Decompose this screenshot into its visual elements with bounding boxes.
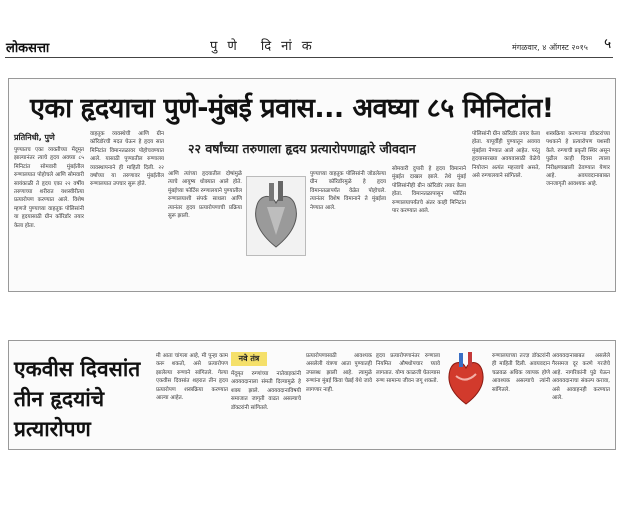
article-1-column-5: सोमवारी दुपारी हे हृदय विमानाने मुंबईत दाखल झाले. तेथे मुंबई पोलिसांनीही ग्रीन कॉरिडॉर तयार केला होता. विमानतळापासून फोर्टिस रुग्णालयापर्यंतचे अंतर काही मिनिटांत पार करण्यात आले. <box>392 166 466 215</box>
article-1-column-4: पुण्याच्या वाहतूक पोलिसांनी जोडलेल्या ग्रीन कॉरिडॉरमुळे हे हृदय विमानतळापर्यंत वेळेत पोहोचले. त्यानंतर विशेष विमानाने ते मुंबईला नेण्यात आले. <box>310 171 386 211</box>
article-2-column-5: रुग्णालयाच्या तज्ज्ञ डॉक्टरांनी ही माहिती दिली. अवयवदान चळवळ अधिक व्यापक होणे आवश्यक असल्याचे त्यांनी सांगितले. <box>492 353 550 393</box>
article-1-column-1: पुण्यातच एका व्यक्तीच्या मेंदूमृत झाल्यानंतर त्याचे हृदय अवघ्या ८५ मिनिटांत सोमवारी मुंबईतील रुग्णालयात पोहोचले आणि सोमवारी सायंकाळी ते हृदय एका २२ वर्षीय तरुणाच्या शरीरात यशस्वीरीत्या प्रत्यारोपण करण्यात आले. विशेष म्हणजे पुण्याच्या वाहतूक पोलिसांनी या हृदयासाठी ग्रीन कॉरिडॉर तयार केला होता. <box>14 147 84 229</box>
article-2-column-4: हृदय प्रत्यारोपणानंतर रुग्णाला नियमित औषधोपचार घ्यावे लागतात. योग्य काळजी घेतल्यास रुग्ण सामान्य जीवन जगू शकतो. <box>376 353 440 385</box>
heart-diagram-image <box>246 176 306 256</box>
article-2-column-6: अवयवदानाबाबत असलेले गैरसमज दूर करणे गरजेचे आहे. नागरिकांनी पुढे येऊन अवयवदानाचा संकल्प करावा, असे आवाहनही करण्यात आले. <box>552 353 610 402</box>
page-number: ५ <box>604 36 612 52</box>
article-1-column-3: आणि त्यांच्या हृदयातील दोषांमुळे त्याचे आयुष्य धोक्यात आले होते. मुंबईच्या फोर्टिस रुग्णालयाने पुण्यातील रुग्णालयाशी संपर्क साधला आणि त्यानंतर हृदय प्रत्यारोपणाची प्रक्रिया सुरू झाली. <box>168 171 242 220</box>
article-1-column-6: पोलिसांनी ग्रीन कॉरिडॉर तयार केला होता. यापूर्वीही पुण्यातून अवयव मुंबईला नेण्यात आले आहेत. परंतु हृदयासारख्या अवयवासाठी वेळेचे नियोजन अत्यंत महत्त्वाचे असते, असे रुग्णालयाने सांगितले. <box>472 131 540 180</box>
heart-illustration <box>444 350 488 408</box>
article-2-column-3: प्रत्यारोपणासाठी आवश्यक असलेली यंत्रणा आता पुण्यातही उपलब्ध झाली आहे. त्यामुळे रुग्णांना मुंबई किंवा चेन्नई येथे जावे लागणार नाही. <box>306 353 372 393</box>
article-1-column-2: वाहतूक व्यवस्थेची आणि ग्रीन कॉरिडॉरची मदत घेऊन हे हृदय सात मिनिटांत विमानतळावर पोहोचवण्यात आले. यासाठी पुण्यातील रुग्णालय व्यवस्थापनाने ही माहिती दिली. २२ वर्षांच्या या तरुणावर मुंबईतील रुग्णालयात उपचार सुरू होते. <box>90 131 164 188</box>
article-1-headline: एका हृदयाचा पुणे-मुंबई प्रवास... अवघ्या ८५ मिनिटांत! <box>30 93 554 124</box>
heart-diagram-icon <box>247 177 305 255</box>
article-2-column-1: मी आता चांगला आहे, मी पुन्हा काम करू शकतो, असे प्रत्यारोपण झालेल्या रुग्णाने सांगितले. गेल्या एकवीस दिवसांत शहरात तीन हृदय प्रत्यारोपण शस्त्रक्रिया करण्यात आल्या आहेत. <box>156 353 228 402</box>
masthead-divider <box>5 57 613 58</box>
section-title: पुणे दिनांक <box>210 39 322 54</box>
heart-illustration-icon <box>444 350 488 408</box>
article-2-headline: एकवीस दिवसांत तीन हृदयांचे प्रत्यारोपण <box>14 357 141 441</box>
article-1-column-7: शस्त्रक्रिया करणाऱ्या डॉक्टरांच्या पथकाने हे प्रत्यारोपण यशस्वी केले. रुग्णाची प्रकृती स्थिर असून पुढील काही दिवस त्याला निरीक्षणाखाली ठेवण्यात येणार आहे. अवयवदानाबाबत जनजागृती आवश्यक आहे. <box>546 131 610 188</box>
newspaper-logo: लोकसत्ता <box>6 41 50 56</box>
article-1-subheadline: २२ वर्षांच्या तरुणाला हृदय प्रत्यारोपणाद्वारे जीवदान <box>188 141 416 156</box>
article-2-column-2: मेंदूमृत रुग्णांच्या नातेवाइकांनी अवयवदानाला संमती दिल्यामुळे हे शक्य झाले. अवयवदानाविषयी समाजात जागृती वाढत असल्याचे डॉक्टरांनी सांगितले. <box>231 371 301 411</box>
article-1-byline: प्रतिनिधी, पुणे <box>14 133 55 142</box>
article-2-tag: नवे तंत्र <box>231 352 267 366</box>
dateline: मंगळवार, ४ ऑगस्ट २०१५ <box>512 43 588 52</box>
